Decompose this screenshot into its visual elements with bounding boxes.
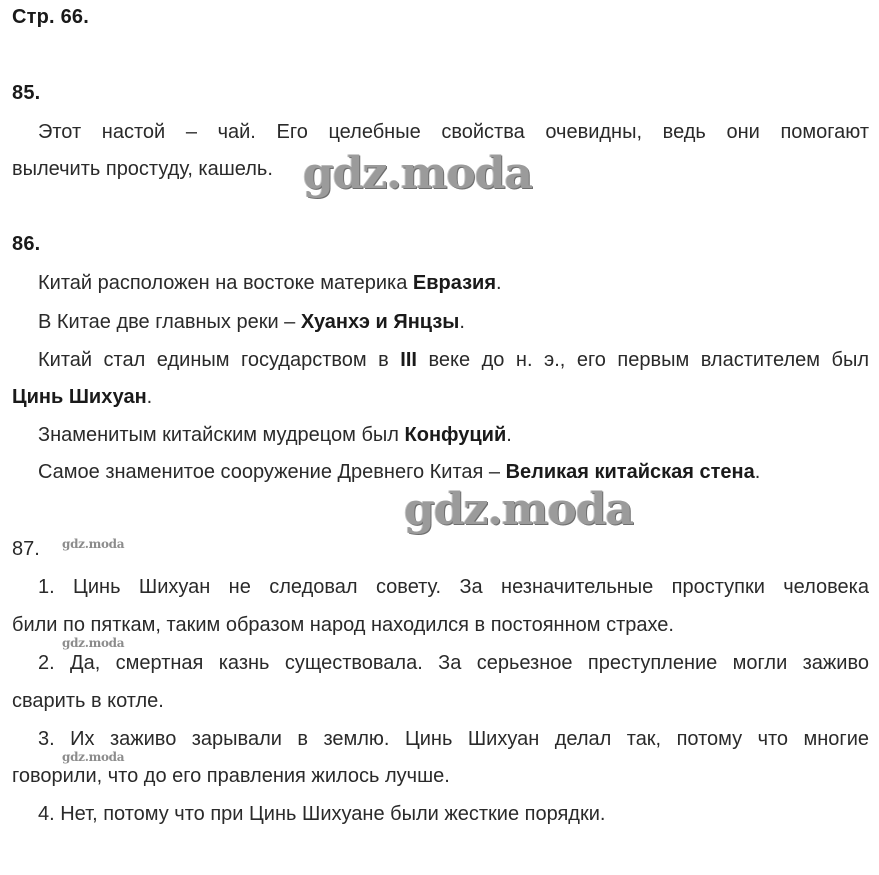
task-87-answer-4: 4. Нет, потому что при Цинь Шихуане были жесткие порядки. <box>38 803 606 825</box>
task-86-sentence-2: В Китае две главных реки – Хуанхэ и Янцзы. <box>38 311 465 333</box>
answer-great-wall: Великая китайская стена <box>505 461 755 483</box>
answer-ruler: Цинь Шихуан <box>12 386 147 408</box>
watermark-small-3: gdz.moda <box>62 750 125 764</box>
task-87-number: 87. <box>12 538 40 560</box>
task-86-sentence-5: Самое знаменитое сооружение Древнего Китая – Великая китайская стена. <box>38 461 761 483</box>
task-87-answer-2-line-1: 2. Да, смертная казнь существовала. За серьезное преступление могли заживо <box>38 652 869 674</box>
task-86-sentence-4: Знаменитым китайским мудрецом был Конфуций. <box>38 424 512 446</box>
task-87-answer-1-line-2: били по пяткам, таким образом народ находился в постоянном страхе. <box>12 614 674 636</box>
task-85-line-1: Этот настой – чай. Его целебные свойства очевидны, ведь они помогают <box>38 121 869 143</box>
task-86-sentence-3: Китай стал единым государством в III веке до н. э., его первым властителем был <box>38 349 869 371</box>
watermark-large-2: gdz.moda <box>404 484 634 535</box>
task-86-sentence-1: Китай расположен на востоке материка Евразия. <box>38 272 502 294</box>
watermark-small-2: gdz.moda <box>62 636 125 650</box>
task-86-number: 86. <box>12 233 41 255</box>
task-87-answer-1-line-1: 1. Цинь Шихуан не следовал совету. За незначительные проступки человека <box>38 576 869 598</box>
task-87-answer-3-line-1: 3. Их заживо зарывали в землю. Цинь Шихуан делал так, потому что многие <box>38 728 869 750</box>
task-85-number: 85. <box>12 82 41 104</box>
task-87-answer-2-line-2: сварить в котле. <box>12 690 164 712</box>
page-label: Стр. 66. <box>12 6 89 28</box>
watermark-small-1: gdz.moda <box>62 537 125 551</box>
answer-eurasia: Евразия <box>412 272 497 294</box>
task-86-sentence-3-cont: Цинь Шихуан. <box>12 386 153 408</box>
answer-rivers: Хуанхэ и Янцзы <box>300 311 460 333</box>
answer-century: III <box>400 349 417 371</box>
answer-sage: Конфуций <box>404 424 507 446</box>
watermark-large-1: gdz.moda <box>303 148 533 199</box>
task-87-answer-3-line-2: говорили, что до его правления жилось лучше. <box>12 765 450 787</box>
task-85-line-2: вылечить простуду, кашель. <box>12 158 273 180</box>
